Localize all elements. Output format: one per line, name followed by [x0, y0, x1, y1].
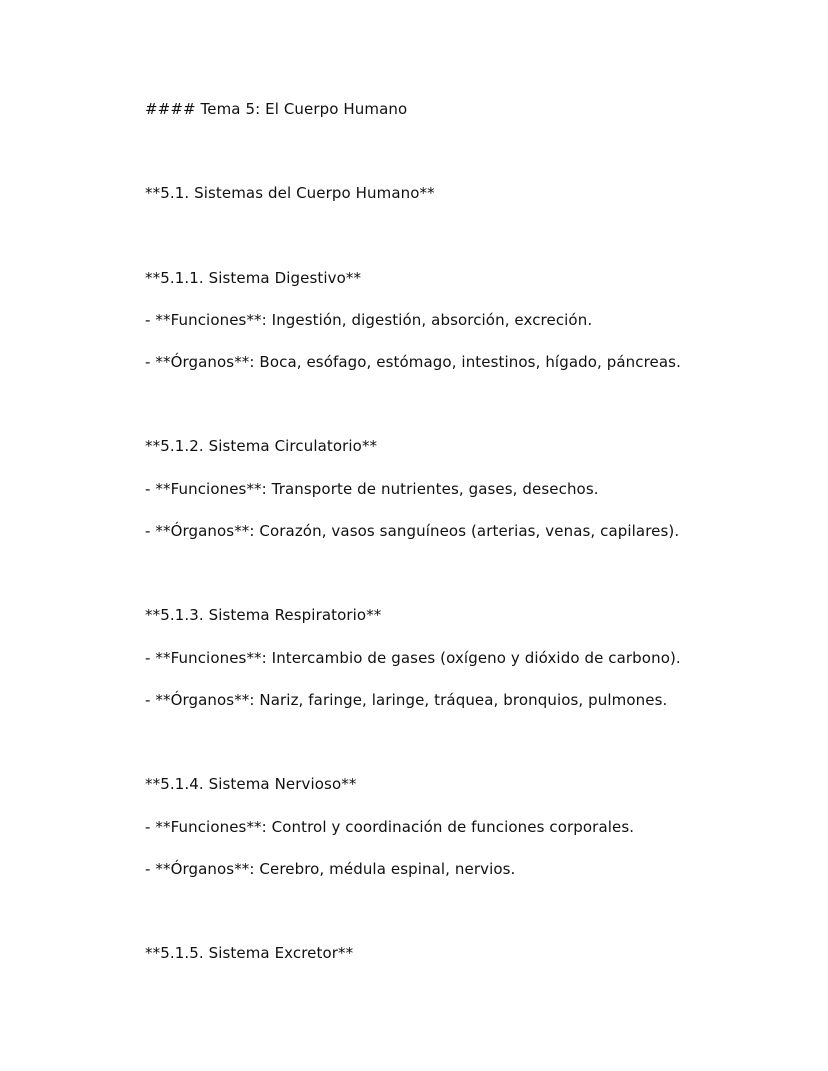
funciones-nervioso: - **Funciones**: Control y coordinación de funciones corporales.: [145, 818, 635, 836]
section-heading: **5.1. Sistemas del Cuerpo Humano**: [145, 184, 435, 202]
system-heading-respiratorio: **5.1.3. Sistema Respiratorio**: [145, 606, 382, 624]
system-heading-circulatorio: **5.1.2. Sistema Circulatorio**: [145, 437, 378, 455]
funciones-digestivo: - **Funciones**: Ingestión, digestión, absorción, excreción.: [145, 311, 593, 329]
organos-circulatorio: - **Órganos**: Corazón, vasos sanguíneos (arterias, venas, capilares).: [145, 522, 680, 540]
organos-nervioso: - **Órganos**: Cerebro, médula espinal, nervios.: [145, 860, 516, 878]
funciones-respiratorio: - **Funciones**: Intercambio de gases (oxígeno y dióxido de carbono).: [145, 649, 681, 667]
system-heading-nervioso: **5.1.4. Sistema Nervioso**: [145, 775, 357, 793]
organos-respiratorio: - **Órganos**: Nariz, faringe, laringe, tráquea, bronquios, pulmones.: [145, 691, 668, 709]
funciones-circulatorio: - **Funciones**: Transporte de nutrientes, gases, desechos.: [145, 480, 599, 498]
document-title: #### Tema 5: El Cuerpo Humano: [145, 100, 408, 118]
system-heading-digestivo: **5.1.1. Sistema Digestivo**: [145, 269, 362, 287]
system-heading-excretor: **5.1.5. Sistema Excretor**: [145, 944, 354, 962]
organos-digestivo: - **Órganos**: Boca, esófago, estómago, intestinos, hígado, páncreas.: [145, 353, 681, 371]
